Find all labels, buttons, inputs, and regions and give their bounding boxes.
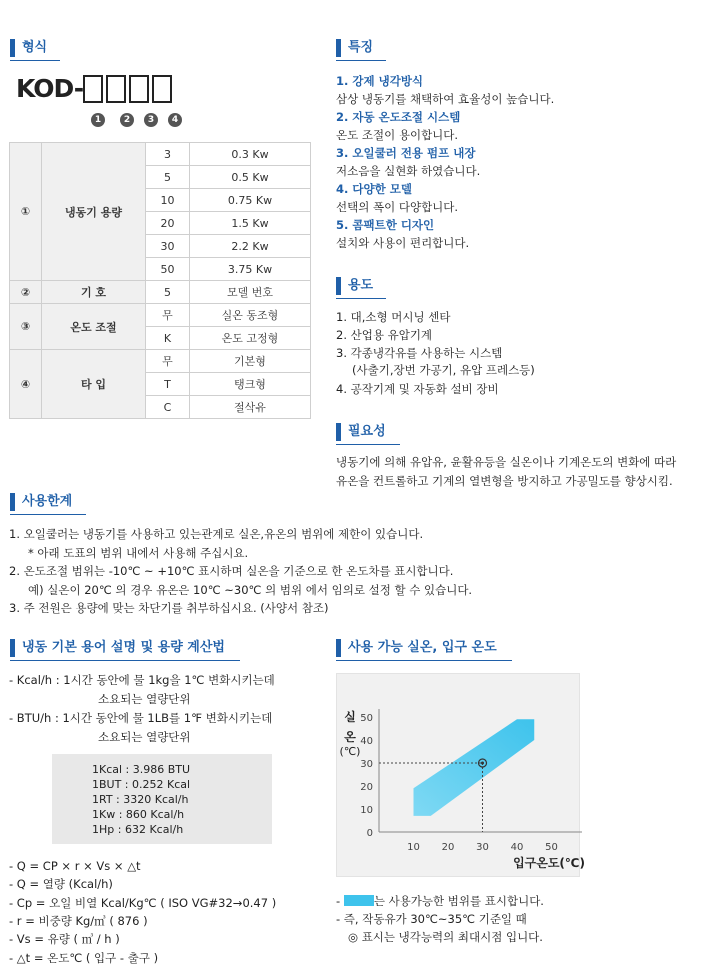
necessity-line: 유온을 컨트롤하고 기계의 열변형을 방지하고 가공밀도를 향상시킴. [336, 474, 673, 488]
usage-item: 1. 대,소형 머시닝 센타 [336, 310, 451, 324]
x-tick-label: 10 [407, 842, 420, 853]
usage-item: (사출기,장번 가공기, 유압 프레스등) [352, 363, 535, 377]
chart-notes [336, 892, 544, 946]
marker-4: 4 [168, 113, 182, 127]
section-title-features [336, 39, 386, 61]
spec-value: 절삭유 [190, 396, 311, 419]
necessity-title-text: 필요성 [348, 424, 386, 439]
feature-desc: 저소음을 실현화 하였습니다. [336, 164, 481, 178]
spec-value: 3.75 Kw [190, 258, 311, 281]
necessity-line: 냉동기에 의해 유압유, 윤활유등을 실온이나 기계온도의 변화에 따라 [336, 455, 677, 469]
spec-group-name: 온도 조절 [42, 304, 146, 350]
model-title-text: 형식 [22, 40, 48, 55]
formula-line: - △t = 온도℃ ( 입구 - 출구 ) [9, 950, 159, 965]
spec-value: 0.5 Kw [190, 166, 311, 189]
spec-code: K [146, 327, 190, 350]
spec-row [10, 281, 311, 304]
usage-title-text: 용도 [348, 278, 374, 293]
spec-code: 50 [146, 258, 190, 281]
range-legend-swatch [344, 895, 374, 906]
marker-2: 2 [120, 113, 134, 127]
spec-group-marker: ② [10, 281, 42, 304]
x-tick-label: 50 [545, 842, 558, 853]
limit-line: 2. 온도조절 범위는 -10℃ ~ +10℃ 표시하며 실온을 기준으로 한 온도차를 표시합니다. [9, 564, 454, 578]
marker-3: 3 [144, 113, 158, 127]
formula-line: - r = 비중량 Kg/㎥ ( 876 ) [9, 913, 148, 928]
chart-note-1 [336, 892, 544, 910]
formula-line: - Q = 열량 (Kcal/h) [9, 877, 113, 892]
code-box-4 [152, 75, 172, 103]
terms-title-text: 냉동 기본 용어 설명 및 용량 계산법 [22, 640, 225, 655]
term-line: - BTU/h : 1시간 동안에 물 1LB를 1℉ 변화시키는데 [9, 711, 273, 725]
section-title-limits [10, 493, 86, 515]
spec-row [10, 350, 311, 373]
limit-line: 예) 실온이 20℃ 의 경우 유온은 10℃ ~30℃ 의 범위 에서 임의로 설정 할 수 있습니다. [28, 582, 473, 597]
term-line: 소요되는 열량단위 [98, 692, 191, 706]
model-prefix: KOD- [16, 74, 84, 103]
x-tick-label: 20 [441, 842, 455, 853]
conversion-line: 1Kcal : 3.986 BTU [92, 763, 191, 776]
conversion-line: 1BUT : 0.252 Kcal [92, 778, 191, 791]
spec-code: 5 [146, 281, 190, 304]
feature-heading: 5. 콤팩트한 디자인 [336, 218, 435, 232]
section-title-usage [336, 277, 386, 299]
spec-value: 실온 동조형 [190, 304, 311, 327]
spec-code: 3 [146, 143, 190, 166]
spec-group-marker: ③ [10, 304, 42, 350]
spec-table [9, 142, 311, 419]
usable-range-region [414, 719, 535, 816]
spec-value: 0.3 Kw [190, 143, 311, 166]
spec-code: 30 [146, 235, 190, 258]
limits-title-text: 사용한계 [22, 494, 73, 509]
usage-item: 4. 공작기계 및 자동화 설비 장비 [336, 382, 499, 396]
y-axis-label-char: 실 [344, 710, 356, 724]
spec-value: 1.5 Kw [190, 212, 311, 235]
conversion-line: 1Hp : 632 Kcal/h [92, 823, 184, 836]
spec-code: T [146, 373, 190, 396]
chart-note-3: ◎ 표시는 냉각능력의 최대시점 입니다. [348, 930, 543, 944]
spec-code: 10 [146, 189, 190, 212]
temperature-chart [336, 673, 606, 883]
chart-title-text: 사용 가능 실온, 입구 온도 [348, 640, 497, 655]
y-tick-label: 30 [360, 759, 373, 770]
code-box-1 [83, 75, 103, 103]
feature-desc: 설치와 사용이 편리합니다. [336, 236, 470, 250]
spec-code: 5 [146, 166, 190, 189]
spec-value: 기본형 [190, 350, 311, 373]
spec-code: 무 [146, 304, 190, 327]
spec-group-marker: ① [10, 143, 42, 281]
x-tick-label: 30 [476, 842, 489, 853]
formula-line: - Q = CP × r × Vs × △t [9, 859, 141, 873]
y-tick-label: 10 [360, 805, 373, 816]
feature-heading: 4. 다양한 모델 [336, 182, 412, 196]
term-line: 소요되는 열량단위 [98, 730, 191, 744]
marker-1: 1 [91, 113, 105, 127]
spec-group-marker: ④ [10, 350, 42, 419]
code-box-2 [106, 75, 126, 103]
spec-code: 20 [146, 212, 190, 235]
max-point-center [481, 762, 484, 765]
conversion-line: 1Kw : 860 Kcal/h [92, 808, 185, 821]
y-tick-label: 20 [360, 782, 373, 793]
spec-value: 0.75 Kw [190, 189, 311, 212]
code-box-3 [129, 75, 149, 103]
x-axis-label: 입구온도(℃) [513, 856, 585, 870]
spec-code: C [146, 396, 190, 419]
term-line: - Kcal/h : 1시간 동안에 물 1kg을 1℃ 변화시키는데 [9, 673, 275, 687]
conversion-box [52, 754, 272, 844]
section-title-model [10, 39, 60, 61]
spec-value: 모델 번호 [190, 281, 311, 304]
y-tick-label: 40 [360, 736, 373, 747]
section-title-terms [10, 639, 240, 661]
y-axis-label-char: 온 [344, 730, 356, 744]
feature-heading: 1. 강제 냉각방식 [336, 74, 424, 88]
y-axis-label-unit: (℃) [339, 745, 361, 758]
feature-heading: 3. 오일쿨러 전용 펌프 내장 [336, 146, 476, 160]
spec-group-name: 타 입 [42, 350, 146, 419]
conversion-line: 1RT : 3320 Kcal/h [92, 793, 189, 806]
y-tick-label: 50 [360, 713, 373, 724]
note-range-text: 는 사용가능한 범위를 표시합니다. [373, 894, 544, 908]
x-tick-label: 40 [510, 842, 524, 853]
section-title-necessity [336, 423, 400, 445]
spec-value: 탱크형 [190, 373, 311, 396]
feature-desc: 삼상 냉동기를 채택하여 효율성이 높습니다. [336, 92, 555, 106]
feature-heading: 2. 자동 온도조절 시스템 [336, 110, 461, 124]
formula-line: - Cp = 오일 비열 Kcal/Kg℃ ( ISO VG#32→0.47 ) [9, 895, 277, 910]
section-title-chart [336, 639, 512, 661]
usage-item: 2. 산업용 유압기계 [336, 328, 433, 342]
limit-line: * 아래 도표의 범위 내에서 사용해 주십시요. [28, 545, 249, 560]
spec-value: 온도 고정형 [190, 327, 311, 350]
limit-line: 1. 오일쿨러는 냉동기를 사용하고 있는관계로 실온,유온의 범위에 제한이 있습니다. [9, 527, 424, 541]
usage-item: 3. 각종냉각유를 사용하는 시스템 [336, 346, 503, 360]
spec-row [10, 143, 311, 166]
feature-desc: 온도 조절이 용이합니다. [336, 128, 459, 142]
spec-value: 2.2 Kw [190, 235, 311, 258]
y-tick-label: 0 [366, 828, 373, 839]
features-title-text: 특징 [348, 40, 374, 55]
spec-group-name: 냉동기 용량 [42, 143, 146, 281]
limit-line: 3. 주 전원은 용량에 맞는 차단기를 취부하십시요. (사양서 참조) [9, 601, 329, 615]
spec-row [10, 304, 311, 327]
formula-line: - Vs = 유량 ( ㎥ / h ) [9, 932, 120, 947]
chart-note-2: - 즉, 작동유가 30℃~35℃ 기준일 때 [336, 912, 527, 926]
note-prefix: - [336, 894, 341, 908]
feature-desc: 선택의 폭이 다양합니다. [336, 200, 459, 214]
spec-group-name: 기 호 [42, 281, 146, 304]
spec-code: 무 [146, 350, 190, 373]
model-code [16, 74, 175, 103]
